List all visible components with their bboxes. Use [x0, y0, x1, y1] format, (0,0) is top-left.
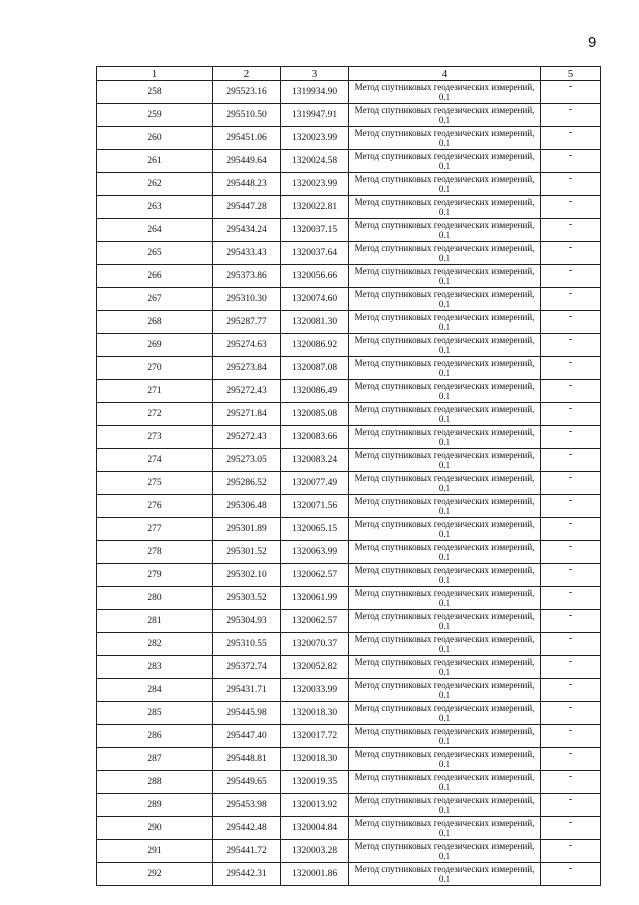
y-coordinate-cell: 1320086.49: [281, 380, 349, 403]
note-cell: -: [541, 794, 601, 817]
table-row: [97, 173, 601, 196]
method-cell: Метод спутниковых геодезических измерений, 0.1: [349, 449, 541, 472]
method-cell: Метод спутниковых геодезических измерений, 0.1: [349, 587, 541, 610]
x-coordinate-cell: 295301.89: [213, 518, 281, 541]
table-row: [97, 610, 601, 633]
y-coordinate-cell: 1320062.57: [281, 610, 349, 633]
x-coordinate-cell: 295302.10: [213, 564, 281, 587]
x-coordinate-cell: 295449.64: [213, 150, 281, 173]
point-number-cell: 275: [97, 472, 213, 495]
column-header: 1: [97, 67, 213, 81]
x-coordinate-cell: 295303.52: [213, 587, 281, 610]
point-number-cell: 265: [97, 242, 213, 265]
table-header-row: [97, 67, 601, 81]
table-row: [97, 725, 601, 748]
table-row: [97, 702, 601, 725]
x-coordinate-cell: 295310.30: [213, 288, 281, 311]
table-row: [97, 472, 601, 495]
y-coordinate-cell: 1319934.90: [281, 81, 349, 104]
point-number-cell: 263: [97, 196, 213, 219]
note-cell: -: [541, 587, 601, 610]
note-cell: -: [541, 173, 601, 196]
y-coordinate-cell: 1320083.24: [281, 449, 349, 472]
y-coordinate-cell: 1320061.99: [281, 587, 349, 610]
table-row: [97, 863, 601, 886]
x-coordinate-cell: 295442.48: [213, 817, 281, 840]
x-coordinate-cell: 295448.81: [213, 748, 281, 771]
method-cell: Метод спутниковых геодезических измерений, 0.1: [349, 679, 541, 702]
table-row: [97, 403, 601, 426]
x-coordinate-cell: 295442.31: [213, 863, 281, 886]
y-coordinate-cell: 1320013.92: [281, 794, 349, 817]
note-cell: -: [541, 288, 601, 311]
y-coordinate-cell: 1320065.15: [281, 518, 349, 541]
y-coordinate-cell: 1320056.66: [281, 265, 349, 288]
table-row: [97, 771, 601, 794]
y-coordinate-cell: 1320017.72: [281, 725, 349, 748]
x-coordinate-cell: 295434.24: [213, 219, 281, 242]
y-coordinate-cell: 1320024.58: [281, 150, 349, 173]
table-body: [97, 81, 601, 886]
point-number-cell: 258: [97, 81, 213, 104]
method-cell: Метод спутниковых геодезических измерений, 0.1: [349, 541, 541, 564]
point-number-cell: 264: [97, 219, 213, 242]
table-row: [97, 564, 601, 587]
x-coordinate-cell: 295372.74: [213, 656, 281, 679]
note-cell: -: [541, 679, 601, 702]
y-coordinate-cell: 1320023.99: [281, 173, 349, 196]
table-row: [97, 242, 601, 265]
x-coordinate-cell: 295523.16: [213, 81, 281, 104]
x-coordinate-cell: 295272.43: [213, 380, 281, 403]
y-coordinate-cell: 1320018.30: [281, 748, 349, 771]
y-coordinate-cell: 1319947.91: [281, 104, 349, 127]
note-cell: -: [541, 495, 601, 518]
y-coordinate-cell: 1320001.86: [281, 863, 349, 886]
point-number-cell: 291: [97, 840, 213, 863]
note-cell: -: [541, 518, 601, 541]
note-cell: -: [541, 81, 601, 104]
y-coordinate-cell: 1320062.57: [281, 564, 349, 587]
table-row: [97, 196, 601, 219]
method-cell: Метод спутниковых геодезических измерений, 0.1: [349, 380, 541, 403]
point-number-cell: 279: [97, 564, 213, 587]
y-coordinate-cell: 1320063.99: [281, 541, 349, 564]
note-cell: -: [541, 196, 601, 219]
method-cell: Метод спутниковых геодезических измерений, 0.1: [349, 127, 541, 150]
x-coordinate-cell: 295272.43: [213, 426, 281, 449]
table-row: [97, 656, 601, 679]
point-number-cell: 285: [97, 702, 213, 725]
method-cell: Метод спутниковых геодезических измерений, 0.1: [349, 288, 541, 311]
y-coordinate-cell: 1320019.35: [281, 771, 349, 794]
y-coordinate-cell: 1320085.08: [281, 403, 349, 426]
x-coordinate-cell: 295431.71: [213, 679, 281, 702]
point-number-cell: 273: [97, 426, 213, 449]
x-coordinate-cell: 295510.50: [213, 104, 281, 127]
point-number-cell: 289: [97, 794, 213, 817]
point-number-cell: 261: [97, 150, 213, 173]
table-row: [97, 449, 601, 472]
point-number-cell: 276: [97, 495, 213, 518]
y-coordinate-cell: 1320037.64: [281, 242, 349, 265]
x-coordinate-cell: 295273.05: [213, 449, 281, 472]
point-number-cell: 269: [97, 334, 213, 357]
table-row: [97, 104, 601, 127]
method-cell: Метод спутниковых геодезических измерений, 0.1: [349, 334, 541, 357]
method-cell: Метод спутниковых геодезических измерений, 0.1: [349, 357, 541, 380]
point-number-cell: 282: [97, 633, 213, 656]
page-number: 9: [588, 34, 597, 51]
note-cell: -: [541, 633, 601, 656]
point-number-cell: 278: [97, 541, 213, 564]
table-row: [97, 426, 601, 449]
method-cell: Метод спутниковых геодезических измерений, 0.1: [349, 104, 541, 127]
method-cell: Метод спутниковых геодезических измерений, 0.1: [349, 794, 541, 817]
y-coordinate-cell: 1320004.84: [281, 817, 349, 840]
method-cell: Метод спутниковых геодезических измерений, 0.1: [349, 265, 541, 288]
method-cell: Метод спутниковых геодезических измерений, 0.1: [349, 495, 541, 518]
x-coordinate-cell: 295274.63: [213, 334, 281, 357]
x-coordinate-cell: 295445.98: [213, 702, 281, 725]
y-coordinate-cell: 1320083.66: [281, 426, 349, 449]
table-row: [97, 817, 601, 840]
method-cell: Метод спутниковых геодезических измерений, 0.1: [349, 150, 541, 173]
table-row: [97, 748, 601, 771]
method-cell: Метод спутниковых геодезических измерений, 0.1: [349, 219, 541, 242]
table-row: [97, 219, 601, 242]
x-coordinate-cell: 295287.77: [213, 311, 281, 334]
x-coordinate-cell: 295306.48: [213, 495, 281, 518]
point-number-cell: 268: [97, 311, 213, 334]
note-cell: -: [541, 656, 601, 679]
table-row: [97, 541, 601, 564]
method-cell: Метод спутниковых геодезических измерений, 0.1: [349, 656, 541, 679]
method-cell: Метод спутниковых геодезических измерений, 0.1: [349, 564, 541, 587]
x-coordinate-cell: 295448.23: [213, 173, 281, 196]
method-cell: Метод спутниковых геодезических измерений, 0.1: [349, 81, 541, 104]
column-header: 2: [213, 67, 281, 81]
table-row: [97, 150, 601, 173]
table-row: [97, 288, 601, 311]
note-cell: -: [541, 150, 601, 173]
method-cell: Метод спутниковых геодезических измерений, 0.1: [349, 817, 541, 840]
method-cell: Метод спутниковых геодезических измерений, 0.1: [349, 840, 541, 863]
note-cell: -: [541, 748, 601, 771]
x-coordinate-cell: 295273.84: [213, 357, 281, 380]
note-cell: -: [541, 265, 601, 288]
table-row: [97, 380, 601, 403]
point-number-cell: 280: [97, 587, 213, 610]
point-number-cell: 292: [97, 863, 213, 886]
x-coordinate-cell: 295286.52: [213, 472, 281, 495]
table-row: [97, 840, 601, 863]
y-coordinate-cell: 1320022.81: [281, 196, 349, 219]
table-row: [97, 495, 601, 518]
method-cell: Метод спутниковых геодезических измерений, 0.1: [349, 311, 541, 334]
x-coordinate-cell: 295453.98: [213, 794, 281, 817]
note-cell: -: [541, 840, 601, 863]
column-header: 4: [349, 67, 541, 81]
table-row: [97, 587, 601, 610]
method-cell: Метод спутниковых геодезических измерений, 0.1: [349, 748, 541, 771]
point-number-cell: 272: [97, 403, 213, 426]
method-cell: Метод спутниковых геодезических измерений, 0.1: [349, 633, 541, 656]
table-row: [97, 679, 601, 702]
point-number-cell: 284: [97, 679, 213, 702]
note-cell: -: [541, 449, 601, 472]
point-number-cell: 271: [97, 380, 213, 403]
point-number-cell: 287: [97, 748, 213, 771]
method-cell: Метод спутниковых геодезических измерений, 0.1: [349, 403, 541, 426]
method-cell: Метод спутниковых геодезических измерений, 0.1: [349, 472, 541, 495]
table-row: [97, 265, 601, 288]
y-coordinate-cell: 1320052.82: [281, 656, 349, 679]
table-row: [97, 633, 601, 656]
point-number-cell: 270: [97, 357, 213, 380]
point-number-cell: 259: [97, 104, 213, 127]
x-coordinate-cell: 295447.28: [213, 196, 281, 219]
y-coordinate-cell: 1320018.30: [281, 702, 349, 725]
method-cell: Метод спутниковых геодезических измерений, 0.1: [349, 702, 541, 725]
table-row: [97, 311, 601, 334]
y-coordinate-cell: 1320074.60: [281, 288, 349, 311]
point-number-cell: 286: [97, 725, 213, 748]
note-cell: -: [541, 771, 601, 794]
table-row: [97, 334, 601, 357]
method-cell: Метод спутниковых геодезических измерений, 0.1: [349, 196, 541, 219]
note-cell: -: [541, 610, 601, 633]
table-row: [97, 81, 601, 104]
note-cell: -: [541, 357, 601, 380]
y-coordinate-cell: 1320077.49: [281, 472, 349, 495]
method-cell: Метод спутниковых геодезических измерений, 0.1: [349, 771, 541, 794]
note-cell: -: [541, 242, 601, 265]
x-coordinate-cell: 295433.43: [213, 242, 281, 265]
method-cell: Метод спутниковых геодезических измерений, 0.1: [349, 725, 541, 748]
note-cell: -: [541, 564, 601, 587]
x-coordinate-cell: 295447.40: [213, 725, 281, 748]
method-cell: Метод спутниковых геодезических измерений, 0.1: [349, 863, 541, 886]
method-cell: Метод спутниковых геодезических измерений, 0.1: [349, 610, 541, 633]
note-cell: -: [541, 702, 601, 725]
point-number-cell: 266: [97, 265, 213, 288]
y-coordinate-cell: 1320037.15: [281, 219, 349, 242]
y-coordinate-cell: 1320033.99: [281, 679, 349, 702]
x-coordinate-cell: 295304.93: [213, 610, 281, 633]
note-cell: -: [541, 311, 601, 334]
table-row: [97, 357, 601, 380]
table-row: [97, 794, 601, 817]
point-number-cell: 290: [97, 817, 213, 840]
note-cell: -: [541, 817, 601, 840]
method-cell: Метод спутниковых геодезических измерений, 0.1: [349, 426, 541, 449]
y-coordinate-cell: 1320003.28: [281, 840, 349, 863]
table-row: [97, 127, 601, 150]
y-coordinate-cell: 1320081.30: [281, 311, 349, 334]
note-cell: -: [541, 725, 601, 748]
point-number-cell: 283: [97, 656, 213, 679]
x-coordinate-cell: 295271.84: [213, 403, 281, 426]
x-coordinate-cell: 295310.55: [213, 633, 281, 656]
method-cell: Метод спутниковых геодезических измерений, 0.1: [349, 173, 541, 196]
column-header: 5: [541, 67, 601, 81]
x-coordinate-cell: 295301.52: [213, 541, 281, 564]
y-coordinate-cell: 1320086.92: [281, 334, 349, 357]
point-number-cell: 274: [97, 449, 213, 472]
note-cell: -: [541, 104, 601, 127]
point-number-cell: 262: [97, 173, 213, 196]
y-coordinate-cell: 1320071.56: [281, 495, 349, 518]
coordinates-table: [96, 66, 601, 886]
x-coordinate-cell: 295373.86: [213, 265, 281, 288]
point-number-cell: 260: [97, 127, 213, 150]
point-number-cell: 277: [97, 518, 213, 541]
table-row: [97, 518, 601, 541]
note-cell: -: [541, 472, 601, 495]
method-cell: Метод спутниковых геодезических измерений, 0.1: [349, 518, 541, 541]
method-cell: Метод спутниковых геодезических измерений, 0.1: [349, 242, 541, 265]
note-cell: -: [541, 219, 601, 242]
note-cell: -: [541, 426, 601, 449]
y-coordinate-cell: 1320087.08: [281, 357, 349, 380]
note-cell: -: [541, 127, 601, 150]
y-coordinate-cell: 1320070.37: [281, 633, 349, 656]
note-cell: -: [541, 334, 601, 357]
note-cell: -: [541, 403, 601, 426]
point-number-cell: 281: [97, 610, 213, 633]
point-number-cell: 267: [97, 288, 213, 311]
x-coordinate-cell: 295451.06: [213, 127, 281, 150]
x-coordinate-cell: 295449.65: [213, 771, 281, 794]
note-cell: -: [541, 863, 601, 886]
point-number-cell: 288: [97, 771, 213, 794]
note-cell: -: [541, 380, 601, 403]
y-coordinate-cell: 1320023.99: [281, 127, 349, 150]
x-coordinate-cell: 295441.72: [213, 840, 281, 863]
note-cell: -: [541, 541, 601, 564]
column-header: 3: [281, 67, 349, 81]
